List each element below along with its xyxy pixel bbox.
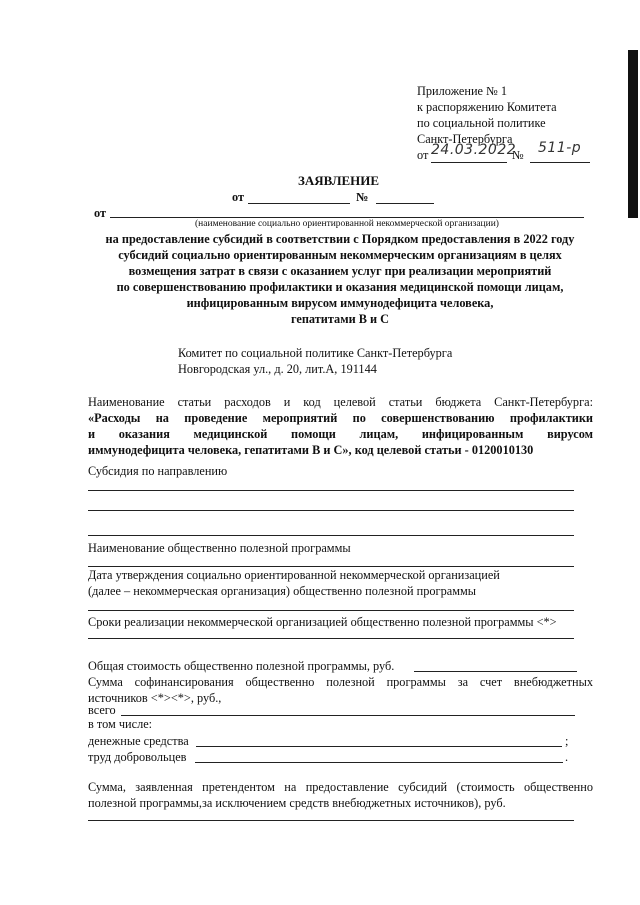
scan-edge-mark <box>628 50 638 218</box>
appendix-date-underline <box>431 162 507 163</box>
cofinancing-line-2: источников <*><*>, руб., <box>88 691 222 705</box>
addressee-line-2: Новгородская ул., д. 20, лит.А, 191144 <box>178 362 377 376</box>
subsidy-direction-line-3[interactable] <box>88 535 574 536</box>
appendix-line-4: Санкт-Петербурга <box>417 132 513 146</box>
approval-date-line[interactable] <box>88 610 574 611</box>
application-number-line[interactable] <box>376 203 434 204</box>
subsidy-direction-line-2[interactable] <box>88 510 574 511</box>
subject-line-4: по совершенствованию профилактики и оказания медицинской помощи лицам, <box>116 280 564 294</box>
application-number-label: № <box>356 190 369 204</box>
total-cost-line[interactable] <box>414 671 577 672</box>
application-date-label: от <box>232 190 245 204</box>
terms-line[interactable] <box>88 638 574 639</box>
appendix-line-2: к распоряжению Комитета <box>417 100 557 114</box>
organization-from-label: от <box>94 206 107 220</box>
cofinancing-line-1: Сумма софинансирования общественно полезной программы за счет внебюджетных <box>88 675 593 689</box>
addressee-line-1: Комитет по социальной политике Санкт-Петербурга <box>178 346 453 360</box>
budget-line-2: «Расходы на проведение мероприятий по совершенствованию профилактики <box>88 411 593 425</box>
budget-line-1: Наименование статьи расходов и код целевой статьи бюджета Санкт-Петербурга: <box>88 395 593 409</box>
subject-line-2: субсидий социально ориентированным некоммерческим организациям в целях <box>118 248 562 262</box>
program-name-label: Наименование общественно полезной программы <box>88 541 351 555</box>
claimed-line-1: Сумма, заявленная претендентом на предоставление субсидий (стоимость общественно <box>88 780 593 794</box>
appendix-number-value: 511-р <box>538 140 582 156</box>
volunteer-end: . <box>565 750 569 764</box>
appendix-number-underline <box>530 162 590 163</box>
appendix-date-label: от <box>417 148 429 162</box>
appendix-line-3: по социальной политике <box>417 116 546 130</box>
appendix-line-1: Приложение № 1 <box>417 84 508 98</box>
subject-line-1: на предоставление субсидий в соответствии с Порядком предоставления в 2022 году <box>105 232 575 246</box>
application-date-line[interactable] <box>248 203 350 204</box>
cash-end: ; <box>565 734 569 748</box>
page-title: ЗАЯВЛЕНИЕ <box>298 173 380 188</box>
claimed-line-2: полезной программы,за исключением средств внебюджетных источников), руб. <box>88 796 506 810</box>
approval-line-2: (далее – некоммерческая организация) общественно полезной программы <box>88 584 477 598</box>
subject-line-6: гепатитами В и С <box>290 312 390 326</box>
total-cost-label: Общая стоимость общественно полезной программы, руб. <box>88 659 395 673</box>
claimed-amount-line[interactable] <box>88 820 574 821</box>
including-label: в том числе: <box>88 717 153 731</box>
budget-line-4: иммунодефицита человека, гепатитами В и С», код целевой статьи - 0120010130 <box>88 443 534 457</box>
budget-line-3: и оказания медицинской помощи лицам, инфицированным вирусом <box>88 427 593 441</box>
cash-line[interactable] <box>196 746 562 747</box>
organization-caption: (наименование социально ориентированной некоммерческой организации) <box>195 219 499 229</box>
volunteer-label: труд добровольцев <box>88 750 187 764</box>
cash-label: денежные средства <box>88 734 189 748</box>
total-line[interactable] <box>121 715 575 716</box>
approval-line-1: Дата утверждения социально ориентированной некоммерческой организацией <box>88 568 500 582</box>
subject-line-5: инфицированным вирусом иммунодефицита человека, <box>186 296 494 310</box>
total-label: всего <box>88 703 116 717</box>
appendix-number-label: № <box>512 148 524 162</box>
subsidy-direction-line-1[interactable] <box>88 490 574 491</box>
volunteer-line[interactable] <box>195 762 563 763</box>
subsidy-direction-label: Субсидия по направлению <box>88 464 228 478</box>
subject-line-3: возмещения затрат в связи с оказанием услуг при реализации мероприятий <box>128 264 552 278</box>
appendix-date-value: 24.03.2022 <box>431 142 517 158</box>
terms-label: Сроки реализации некоммерческой организацией общественно полезной программы <*> <box>88 615 557 629</box>
